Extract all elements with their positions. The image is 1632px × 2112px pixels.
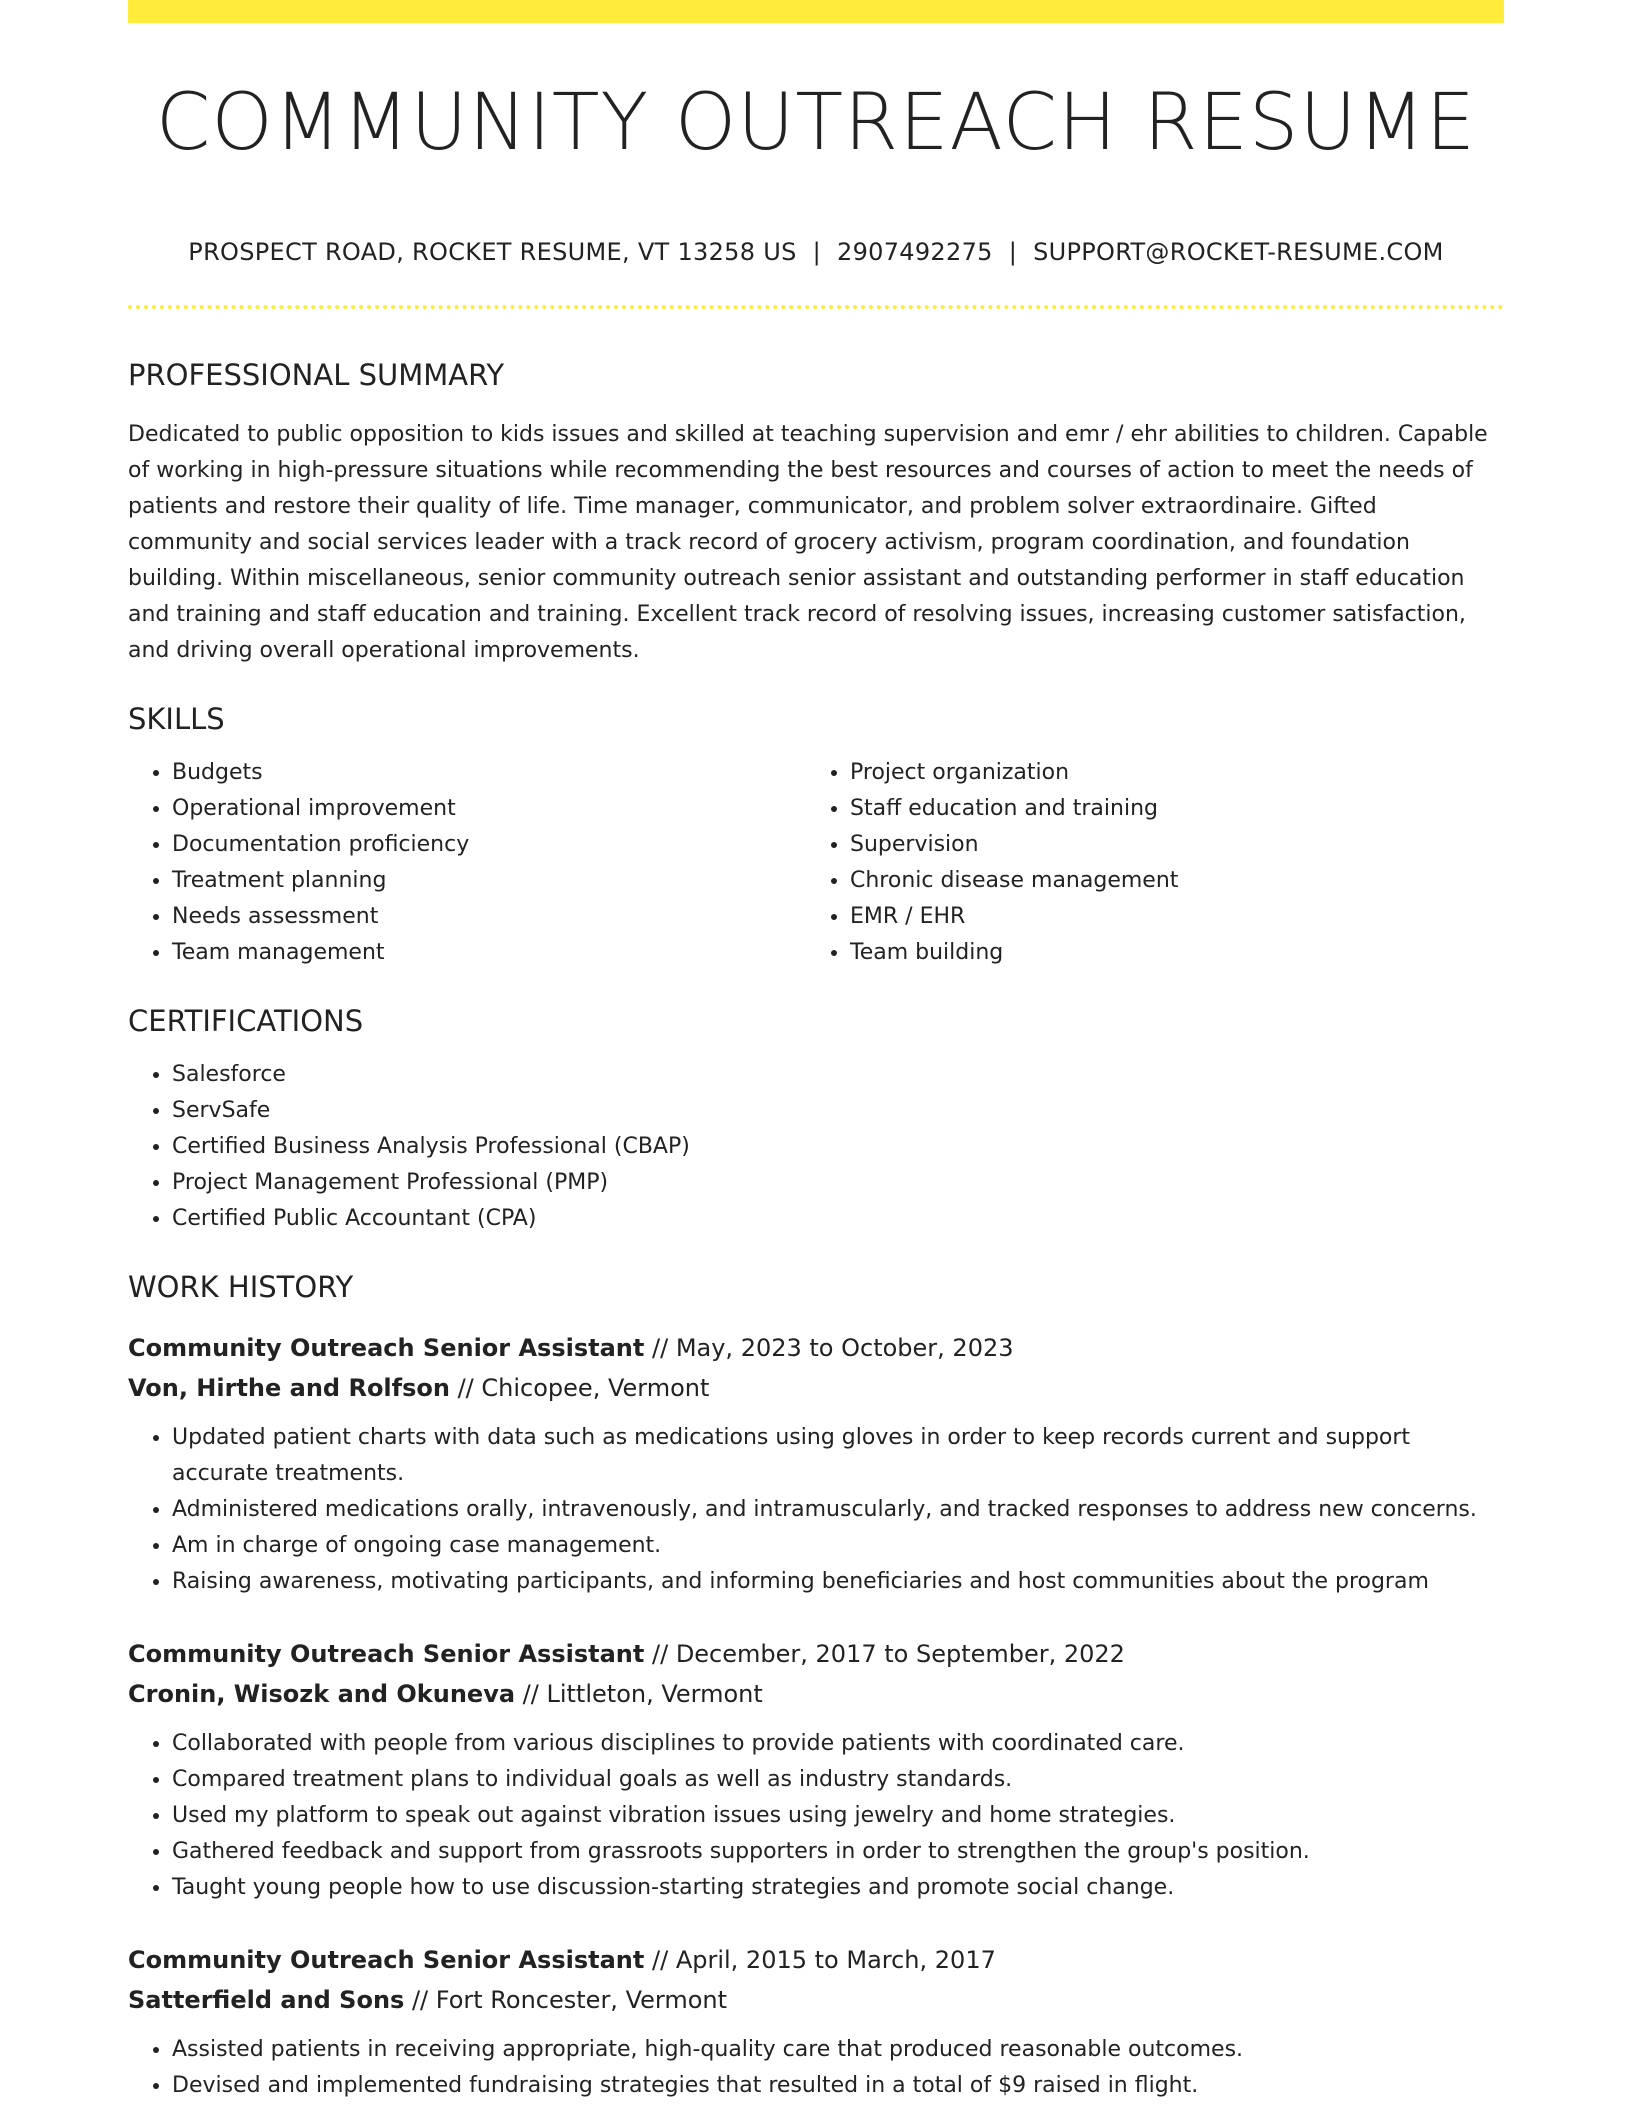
job-duty: • Used my platform to speak out against vibration issues using jewelry and home strategies. bbox=[172, 1798, 1504, 1834]
certification-item: • Project Management Professional (PMP) bbox=[172, 1165, 1504, 1201]
job-location: Littleton, Vermont bbox=[546, 1680, 763, 1708]
skills-heading: SKILLS bbox=[128, 702, 225, 736]
job-company: Von, Hirthe and Rolfson bbox=[128, 1374, 450, 1402]
summary-text: Dedicated to public opposition to kids issues and skilled at teaching supervision and emr / ehr abilities to children. Capable of working in high-pressure situations while recommending the best resources and courses of action to meet the needs of patients and restore their quality of life. Time manager, communicator, and problem solver extraordinaire. Gifted community and social services leader with a track record of grocery activism, program coordination, and foundation building. Within miscellaneous, senior community outreach senior assistant and outstanding performer in staff education and training and staff education and training. Excellent track record of resolving issues, increasing customer satisfaction, and driving overall operational improvements. bbox=[128, 422, 1488, 663]
certifications-list bbox=[128, 1057, 1504, 1237]
top-accent-bar bbox=[128, 0, 1504, 23]
job-duty: • Administered medications orally, intravenously, and intramuscularly, and tracked responses to address new concerns. bbox=[172, 1492, 1504, 1528]
job-separator: // bbox=[515, 1680, 547, 1708]
job-duty: • Collaborated with people from various disciplines to provide patients with coordinated care. bbox=[172, 1726, 1504, 1762]
contact-email: SUPPORT@ROCKET-RESUME.COM bbox=[1033, 238, 1444, 266]
job-location: Fort Roncester, Vermont bbox=[435, 1986, 728, 2014]
job-entry bbox=[128, 1940, 1504, 2104]
job-title-line bbox=[128, 1634, 1504, 1674]
skill-item: • Operational improvement bbox=[172, 791, 806, 827]
job-duty: • Raising awareness, motivating participants, and informing beneficiaries and host communities about the program bbox=[172, 1564, 1504, 1600]
job-title-line bbox=[128, 1940, 1504, 1980]
skill-item: • Team building bbox=[850, 935, 1484, 971]
skills-column-right bbox=[806, 755, 1484, 971]
job-duties bbox=[128, 1726, 1504, 1906]
job-duty: • Compared treatment plans to individual goals as well as industry standards. bbox=[172, 1762, 1504, 1798]
job-dates: May, 2023 to October, 2023 bbox=[675, 1334, 1014, 1362]
job-location: Chicopee, Vermont bbox=[481, 1374, 710, 1402]
job-separator: // bbox=[449, 1374, 482, 1402]
job-company-line bbox=[128, 1674, 1504, 1714]
contact-separator: | bbox=[1008, 238, 1018, 266]
job-title-line bbox=[128, 1328, 1504, 1368]
job-duty: • Am in charge of ongoing case management. bbox=[172, 1528, 1504, 1564]
job-title: Community Outreach Senior Assistant bbox=[128, 1334, 645, 1362]
certification-item: • Certified Business Analysis Professional (CBAP) bbox=[172, 1129, 1504, 1165]
skill-item: • Project organization bbox=[850, 755, 1484, 791]
job-duty: • Taught young people how to use discussion-starting strategies and promote social change. bbox=[172, 1870, 1504, 1906]
job-dates: April, 2015 to March, 2017 bbox=[675, 1946, 996, 1974]
contact-address: PROSPECT ROAD, ROCKET RESUME, VT 13258 US bbox=[188, 238, 797, 266]
job-entry bbox=[128, 1634, 1504, 1906]
certifications-heading: CERTIFICATIONS bbox=[128, 1004, 364, 1038]
skill-item: • Treatment planning bbox=[172, 863, 806, 899]
skill-item: • EMR / EHR bbox=[850, 899, 1484, 935]
contact-phone: 2907492275 bbox=[837, 238, 993, 266]
resume-title: COMMUNITY OUTREACH RESUME bbox=[155, 78, 1477, 168]
skill-item: • Needs assessment bbox=[172, 899, 806, 935]
skill-item: • Staff education and training bbox=[850, 791, 1484, 827]
dotted-divider bbox=[128, 305, 1504, 309]
contact-separator: | bbox=[812, 238, 822, 266]
skill-item: • Budgets bbox=[172, 755, 806, 791]
job-duty: • Gathered feedback and support from grassroots supporters in order to strengthen the group's position. bbox=[172, 1834, 1504, 1870]
job-company: Satterfield and Sons bbox=[128, 1986, 405, 2014]
certification-item: • Certified Public Accountant (CPA) bbox=[172, 1201, 1504, 1237]
skill-item: • Chronic disease management bbox=[850, 863, 1484, 899]
skill-item: • Supervision bbox=[850, 827, 1484, 863]
skills-list bbox=[128, 755, 1504, 971]
job-title: Community Outreach Senior Assistant bbox=[128, 1640, 645, 1668]
job-entry bbox=[128, 1328, 1504, 1600]
skill-item: • Team management bbox=[172, 935, 806, 971]
summary-heading: PROFESSIONAL SUMMARY bbox=[128, 358, 505, 392]
job-company: Cronin, Wisozk and Okuneva bbox=[128, 1680, 516, 1708]
skills-column-left bbox=[128, 755, 806, 971]
job-duty: • Updated patient charts with data such as medications using gloves in order to keep records current and support accurate treatments. bbox=[172, 1420, 1504, 1492]
job-dates: December, 2017 to September, 2022 bbox=[675, 1640, 1125, 1668]
skill-item: • Documentation proficiency bbox=[172, 827, 806, 863]
certification-item: • Salesforce bbox=[172, 1057, 1504, 1093]
job-company-line bbox=[128, 1368, 1504, 1408]
job-separator: // bbox=[644, 1334, 676, 1362]
job-company-line bbox=[128, 1980, 1504, 2020]
job-separator: // bbox=[644, 1946, 676, 1974]
resume-page bbox=[128, 0, 1504, 2104]
work-history-heading: WORK HISTORY bbox=[128, 1270, 354, 1304]
certification-item: • ServSafe bbox=[172, 1093, 1504, 1129]
job-duty: • Assisted patients in receiving appropriate, high-quality care that produced reasonable outcomes. bbox=[172, 2032, 1504, 2068]
job-separator: // bbox=[644, 1640, 676, 1668]
contact-line bbox=[128, 238, 1504, 266]
job-title: Community Outreach Senior Assistant bbox=[128, 1946, 645, 1974]
job-duty: • Devised and implemented fundraising strategies that resulted in a total of $9 raised in flight. bbox=[172, 2068, 1504, 2104]
job-duties bbox=[128, 2032, 1504, 2104]
job-duties bbox=[128, 1420, 1504, 1600]
job-separator: // bbox=[404, 1986, 436, 2014]
